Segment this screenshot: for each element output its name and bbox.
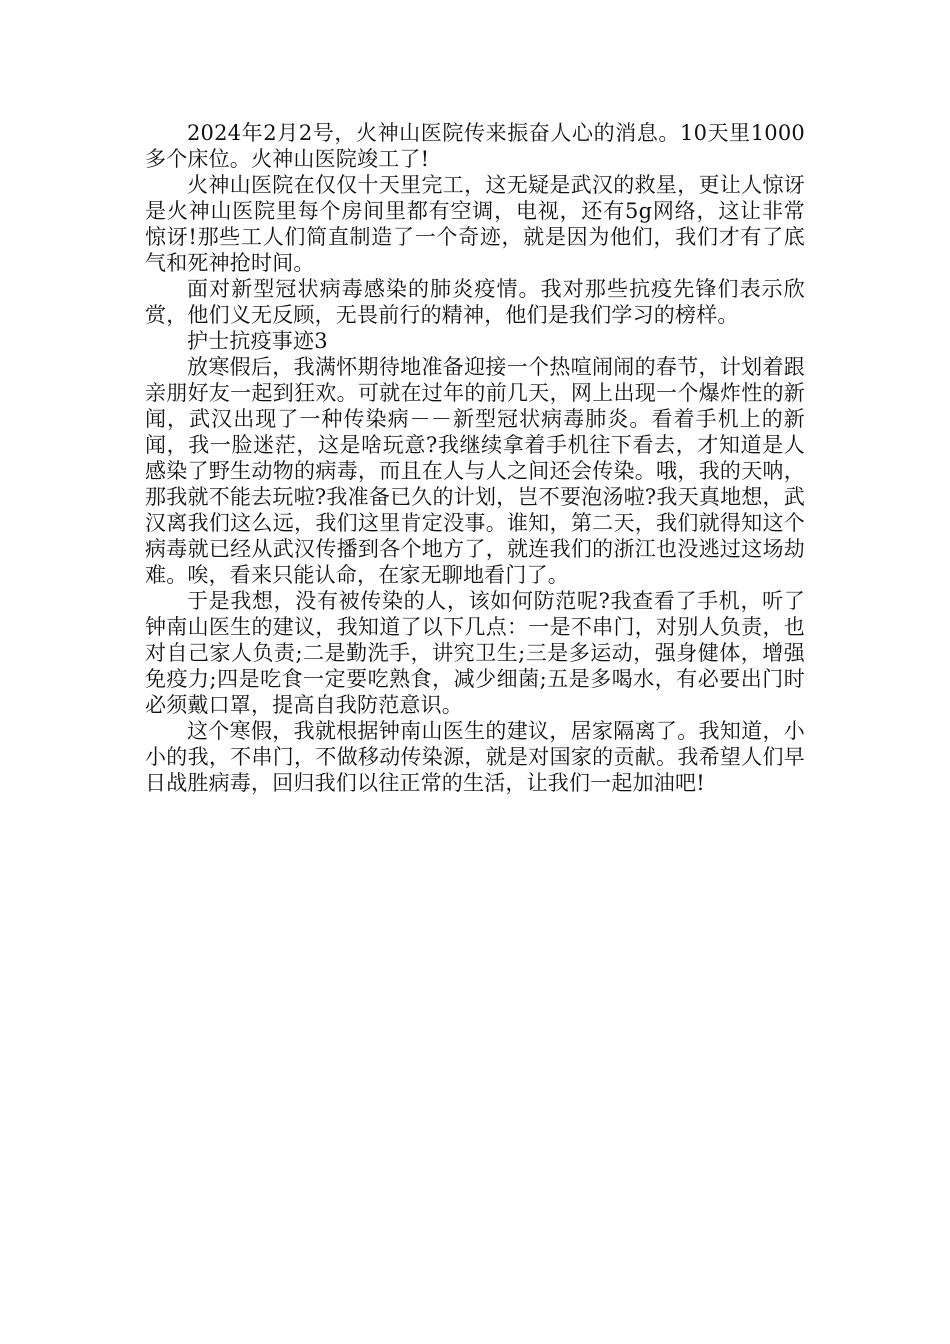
document-body bbox=[145, 120, 805, 796]
paragraph-5: 于是我想，没有被传染的人，该如何防范呢?我查看了手机，听了钟南山医生的建议，我知道了以下几点：一是不串门，对别人负责，也对自己家人负责;二是勤洗手，讲究卫生;三是多运动，强身健体，增强免疫力;四是吃食一定要吃熟食，减少细菌;五是多喝水，有必要出门时必须戴口罩，提高自我防范意识。 bbox=[145, 589, 805, 717]
paragraph-3: 面对新型冠状病毒感染的肺炎疫情。我对那些抗疫先锋们表示欣赏，他们义无反顾，无畏前行的精神，他们是我们学习的榜样。 bbox=[145, 277, 805, 327]
paragraph-1: 2024年2月2号，火神山医院传来振奋人心的消息。10天里1000多个床位。火神山医院竣工了! bbox=[145, 121, 805, 171]
paragraph-6: 这个寒假，我就根据钟南山医生的建议，居家隔离了。我知道，小小的我，不串门，不做移动传染源，就是对国家的贡献。我希望人们早日战胜病毒，回归我们以往正常的生活，让我们一起加油吧! bbox=[145, 719, 805, 795]
section-heading: 护士抗疫事迹3 bbox=[187, 329, 328, 353]
paragraph-2: 火神山医院在仅仅十天里完工，这无疑是武汉的救星，更让人惊讶是火神山医院里每个房间里都有空调，电视，还有5g网络，这让非常惊讶!那些工人们简直制造了一个奇迹，就是因为他们，我们才有了底气和死神抢时间。 bbox=[145, 173, 805, 275]
paragraph-4: 放寒假后，我满怀期待地准备迎接一个热喧闹闹的春节，计划着跟亲朋好友一起到狂欢。可就在过年的前几天，网上出现一个爆炸性的新闻，武汉出现了一种传染病－－新型冠状病毒肺炎。看着手机上的新闻，我一脸迷茫，这是啥玩意?我继续拿着手机往下看去，才知道是人感染了野生动物的病毒，而且在人与人之间还会传染。哦，我的天呐，那我就不能去玩啦?我准备已久的计划，岂不要泡汤啦?我天真地想，武汉离我们这么远，我们这里肯定没事。谁知，第二天，我们就得知这个病毒就已经从武汉传播到各个地方了，就连我们的浙江也没逃过这场劫难。唉，看来只能认命，在家无聊地看门了。 bbox=[145, 355, 805, 587]
